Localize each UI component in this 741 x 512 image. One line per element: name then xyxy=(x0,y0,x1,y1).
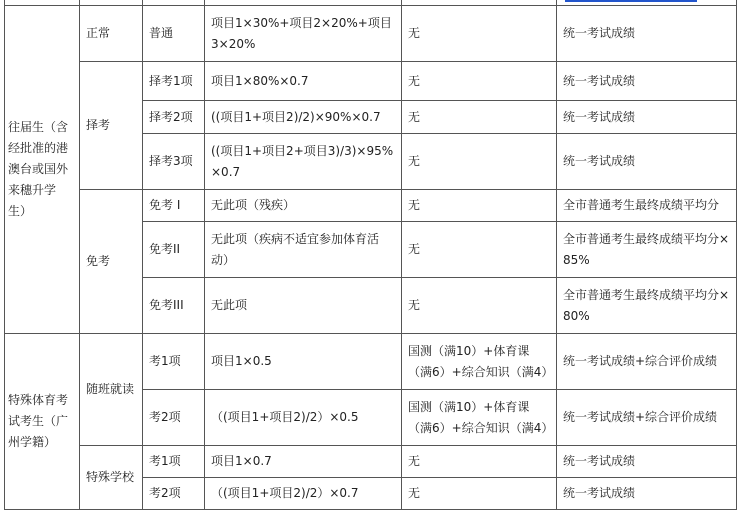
score-cell: 统一考试成绩 xyxy=(557,478,737,510)
score-cell: 全市普通考生最终成绩平均分×85% xyxy=(557,222,737,278)
extra-cell: 无 xyxy=(402,222,557,278)
option-cell: 择考2项 xyxy=(143,101,205,134)
score-cell: 统一考试成绩+综合评价成绩 xyxy=(557,334,737,390)
score-cell: 统一考试成绩 xyxy=(557,446,737,478)
formula-cell: （(项目1+项目2)/2）×0.7 xyxy=(205,478,402,510)
score-cell: 统一考试成绩 xyxy=(557,134,737,190)
extra-cell: 无 xyxy=(402,6,557,62)
category-cell: 往届生（含经批准的港澳台或国外来穗升学生） xyxy=(5,6,80,334)
formula-cell: 无此项（疾病不适宜参加体育活动） xyxy=(205,222,402,278)
extra-cell: 无 xyxy=(402,134,557,190)
option-cell: 考2项 xyxy=(143,390,205,446)
option-cell: 考1项 xyxy=(143,446,205,478)
extra-cell: 国测（满10）+体育课（满6）+综合知识（满4） xyxy=(402,334,557,390)
formula-cell: 无此项 xyxy=(205,278,402,334)
formula-cell: （(项目1+项目2)/2）×0.5 xyxy=(205,390,402,446)
option-cell: 考1项 xyxy=(143,334,205,390)
table-row xyxy=(5,62,737,101)
extra-cell: 无 xyxy=(402,190,557,222)
formula-cell: 项目1×0.7 xyxy=(205,446,402,478)
group-cell: 正常 xyxy=(80,6,143,62)
table-row xyxy=(5,334,737,390)
score-cell: 全市普通考生最终成绩平均分 xyxy=(557,190,737,222)
score-table xyxy=(4,0,737,510)
extra-cell: 国测（满10）+体育课（满6）+综合知识（满4） xyxy=(402,390,557,446)
table-row xyxy=(5,446,737,478)
formula-cell: ((项目1+项目2+项目3)/3)×95%×0.7 xyxy=(205,134,402,190)
table-row xyxy=(5,6,737,62)
formula-cell: 项目1×80%×0.7 xyxy=(205,62,402,101)
table-row xyxy=(5,190,737,222)
option-cell: 免考 I xyxy=(143,190,205,222)
extra-cell: 无 xyxy=(402,62,557,101)
score-cell: 全市普通考生最终成绩平均分×80% xyxy=(557,278,737,334)
group-cell: 特殊学校 xyxy=(80,446,143,510)
group-cell: 免考 xyxy=(80,190,143,334)
score-cell: 统一考试成绩+综合评价成绩 xyxy=(557,390,737,446)
extra-cell: 无 xyxy=(402,446,557,478)
score-cell: 统一考试成绩 xyxy=(557,6,737,62)
category-cell: 特殊体育考试考生（广州学籍） xyxy=(5,334,80,510)
score-cell: 统一考试成绩 xyxy=(557,101,737,134)
group-cell: 随班就读 xyxy=(80,334,143,446)
option-cell: 免考III xyxy=(143,278,205,334)
option-cell: 普通 xyxy=(143,6,205,62)
formula-cell: 项目1×0.5 xyxy=(205,334,402,390)
formula-cell: 项目1×30%+项目2×20%+项目3×20% xyxy=(205,6,402,62)
group-cell: 择考 xyxy=(80,62,143,190)
option-cell: 择考1项 xyxy=(143,62,205,101)
formula-cell: ((项目1+项目2)/2)×90%×0.7 xyxy=(205,101,402,134)
extra-cell: 无 xyxy=(402,278,557,334)
option-cell: 免考II xyxy=(143,222,205,278)
extra-cell: 无 xyxy=(402,101,557,134)
option-cell: 择考3项 xyxy=(143,134,205,190)
extra-cell: 无 xyxy=(402,478,557,510)
formula-cell: 无此项（残疾） xyxy=(205,190,402,222)
score-cell: 统一考试成绩 xyxy=(557,62,737,101)
option-cell: 考2项 xyxy=(143,478,205,510)
